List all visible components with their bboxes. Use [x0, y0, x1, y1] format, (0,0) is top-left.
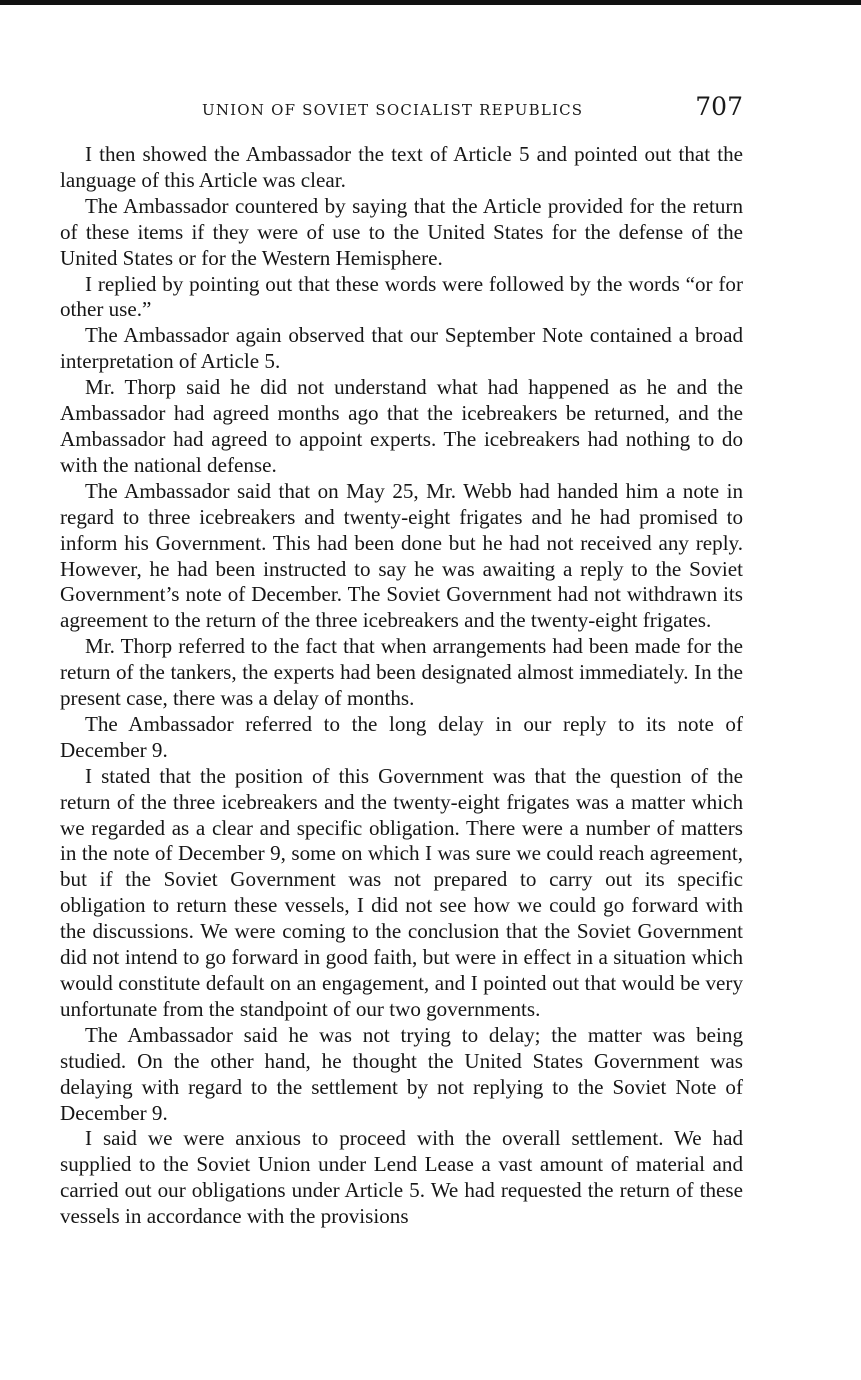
paragraph-5: Mr. Thorp said he did not understand what had happened as he and the Ambassador had agreed months ago that the icebreakers be returned, and the Ambassador had agreed to appoint experts. The icebreakers had nothing to do with the national defense. [60, 375, 743, 477]
running-head [60, 88, 743, 128]
paragraph-3: I replied by pointing out that these words were followed by the words “or for other use.” [60, 271, 743, 322]
paragraph-4: The Ambassador again observed that our September Note contained a broad interpretation of Article 5. [60, 323, 743, 374]
running-title: UNION OF SOVIET SOCIALIST REPUBLICS [202, 101, 584, 119]
paragraph-9: I stated that the position of this Government was that the question of the return of the three icebreakers and the twenty-eight frigates was a matter which we regarded as a clear and specific obligation. There were a number of matters in the note of December 9, some on which I was sure we could reach agreement, but if the Soviet Government was not prepared to carry out its specific obligation to return these vessels, I did not see how we could go forward with the discussions. We were coming to the conclusion that the Soviet Government did not intend to go forward in good faith, but were in effect in a situation which would constitute default on an engagement, and I pointed out that would be very unfortunate from the standpoint of our two governments. [60, 763, 743, 1021]
page-number: 707 [695, 92, 743, 121]
paragraph-1: I then showed the Ambassador the text of Article 5 and pointed out that the language of this Article was clear. [60, 142, 743, 192]
paragraph-10: The Ambassador said he was not trying to delay; the matter was being studied. On the other hand, he thought the United States Government was delaying with regard to the settlement by not replying to the Soviet Note of December 9. [60, 1022, 743, 1125]
paragraph-7: Mr. Thorp referred to the fact that when arrangements had been made for the return of the tankers, the experts had been designated almost immediately. In the present case, there was a delay of months. [60, 634, 743, 711]
paragraph-8: The Ambassador referred to the long delay in our reply to its note of December 9. [60, 711, 743, 762]
paragraph-11: I said we were anxious to proceed with the overall settlement. We had supplied to the Soviet Union under Lend Lease a vast amount of material and carried out our obligations under Article 5. We had requested the return of these vessels in accordance with the provisions [60, 1126, 743, 1229]
body-text [60, 142, 743, 1230]
paragraph-6: The Ambassador said that on May 25, Mr. Webb had handed him a note in regard to three icebreakers and twenty-eight frigates and he had promised to inform his Government. This had been done but he had not received any reply. However, he had been instructed to say he was awaiting a reply to the Soviet Government’s note of December. The Soviet Government had not withdrawn its agreement to the return of the three icebreakers and the twenty-eight frigates. [60, 478, 743, 633]
paragraph-2: The Ambassador countered by saying that the Article provided for the return of these items if they were of use to the United States for the defense of the United States or for the Western Hemisphere. [60, 193, 743, 270]
page-top-border [0, 0, 861, 5]
